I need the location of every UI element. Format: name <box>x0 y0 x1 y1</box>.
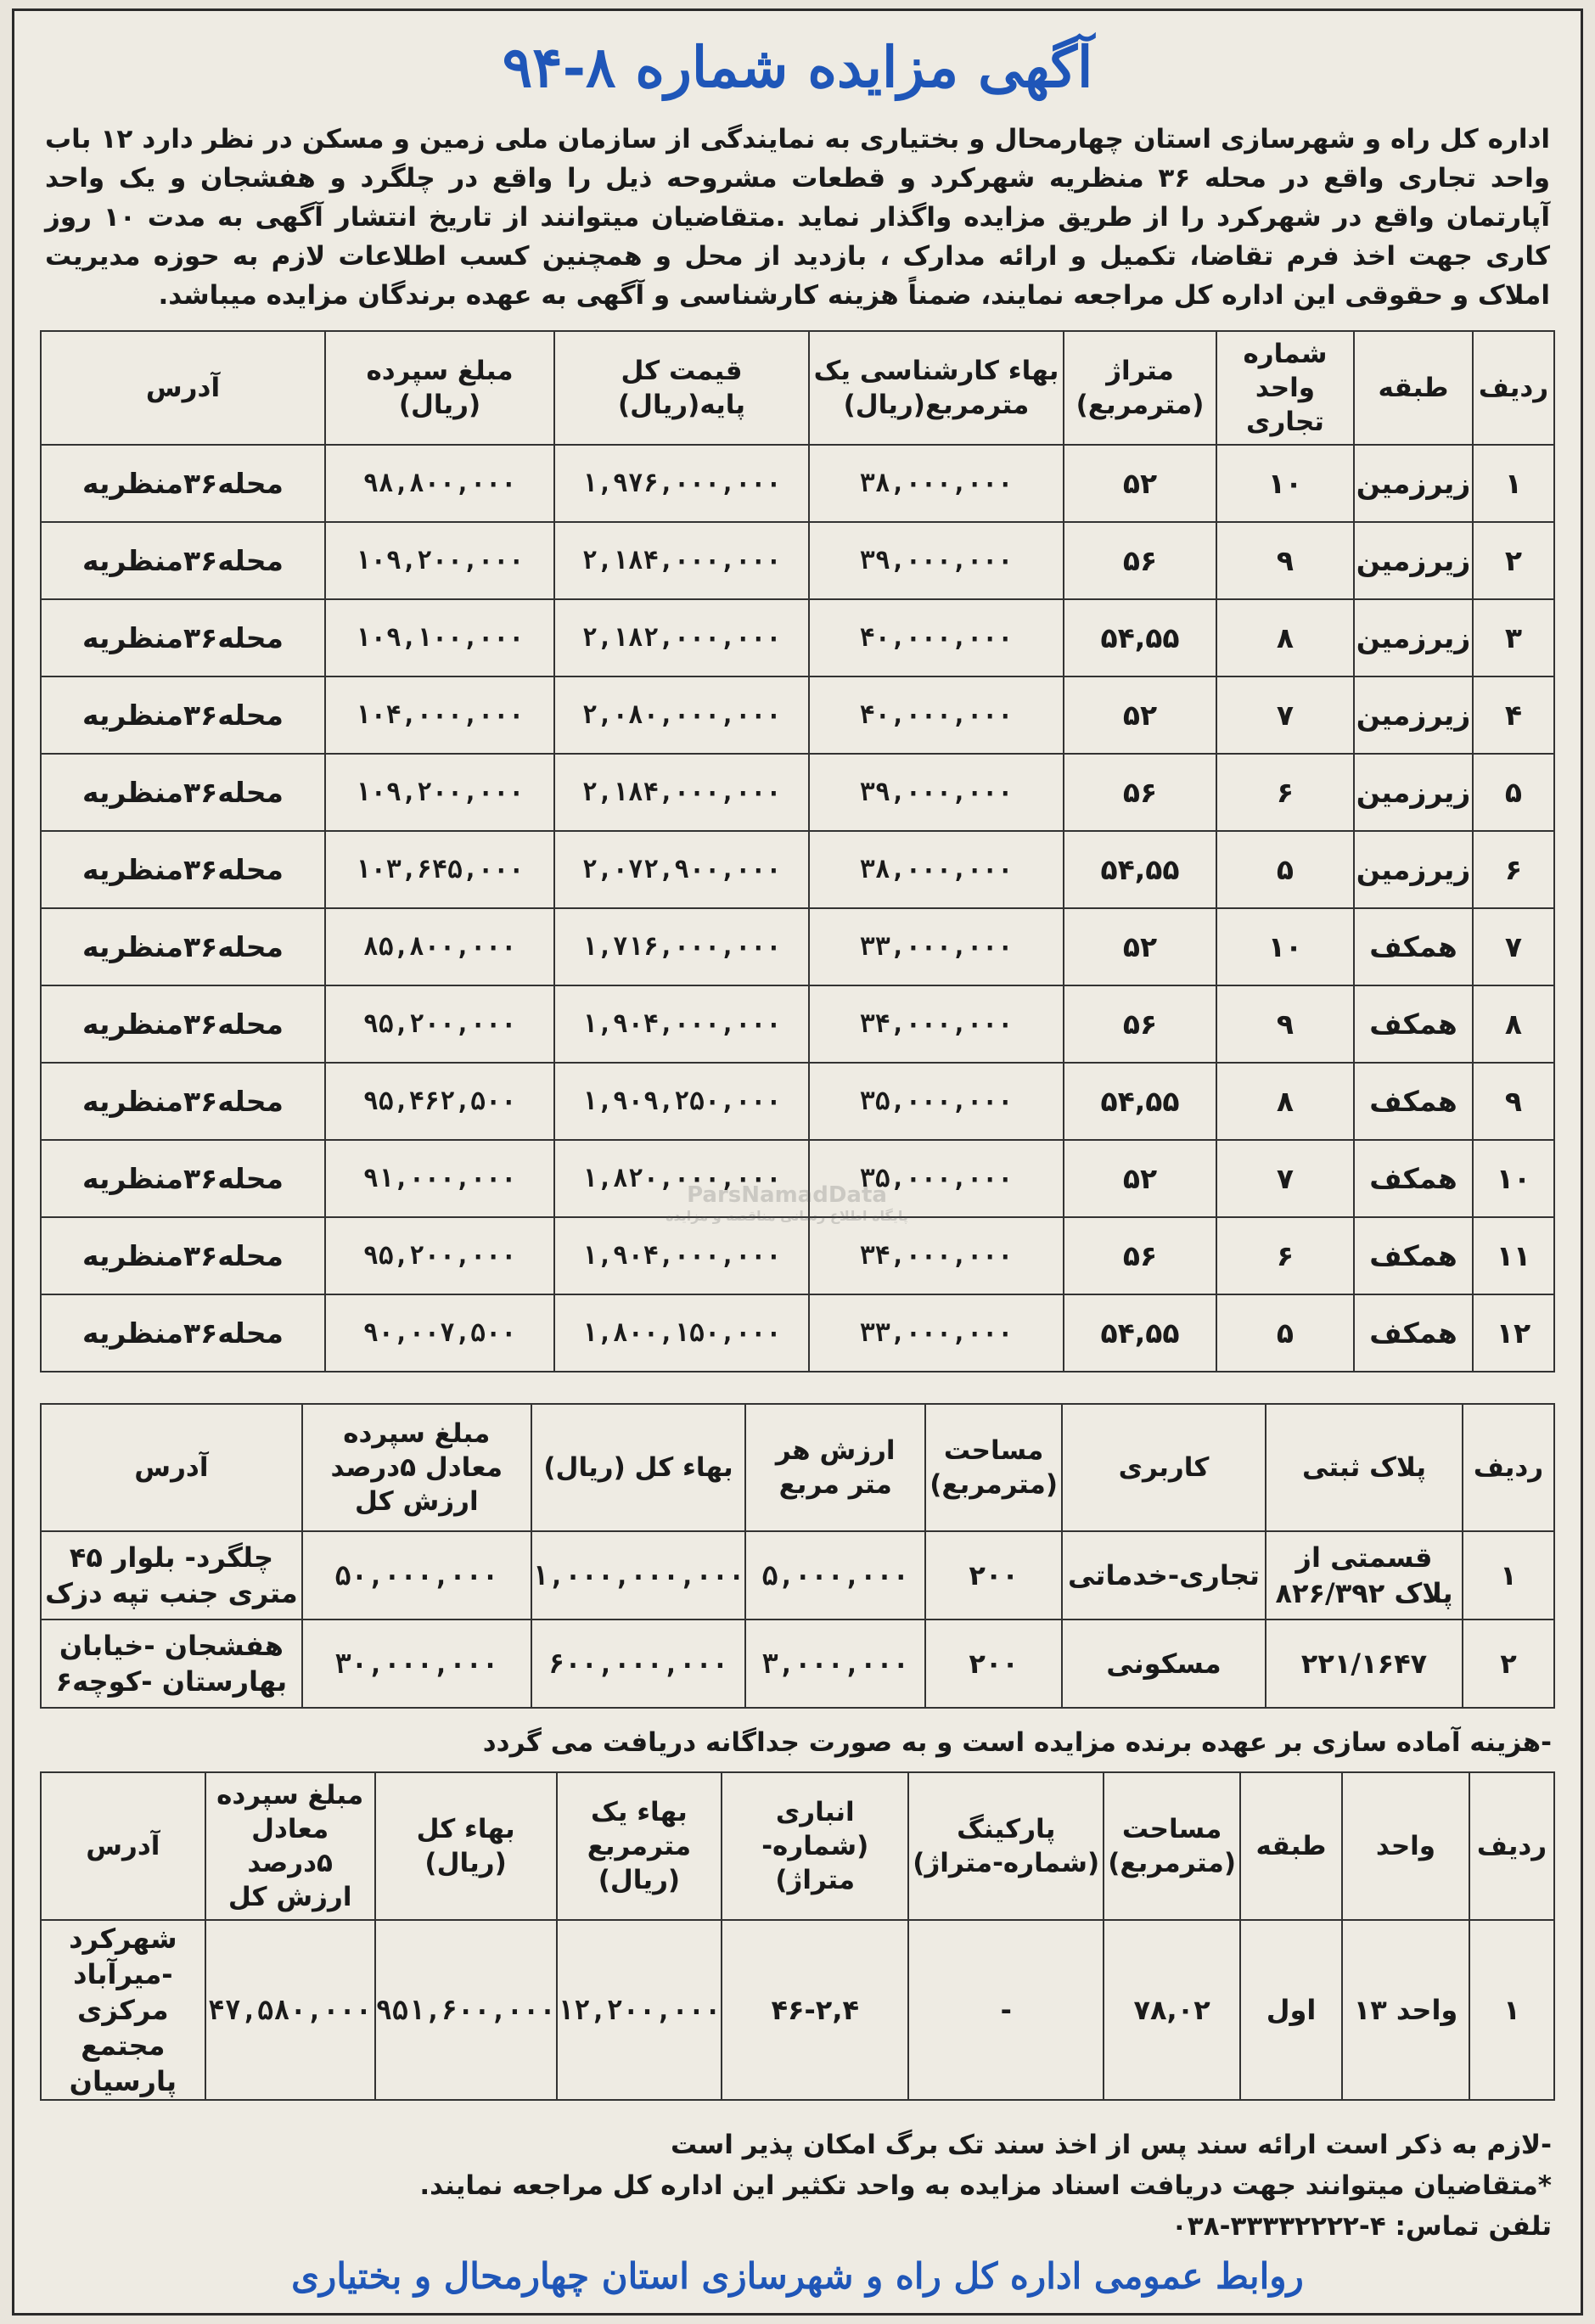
table-cell: ۱۰ <box>1216 908 1354 985</box>
auction-notice <box>12 8 1583 2316</box>
table-cell: ۲,۱۸۲,۰۰۰,۰۰۰ <box>554 599 809 676</box>
table-cell: ۹۰,۰۰۷,۵۰۰ <box>325 1294 554 1372</box>
table-cell: ۸ <box>1216 1063 1354 1140</box>
table-cell: ۴۷,۵۸۰,۰۰۰ <box>205 1920 375 2100</box>
col-row: ردیف <box>1463 1404 1554 1531</box>
table-cell: ۶ <box>1473 831 1554 908</box>
apartment-table <box>40 1771 1555 2101</box>
table-cell: ۹ <box>1473 1063 1554 1140</box>
table-cell: محله۳۶منظریه <box>41 445 325 522</box>
table-cell: ۲,۰۷۲,۹۰۰,۰۰۰ <box>554 831 809 908</box>
table-cell: ۲,۱۸۴,۰۰۰,۰۰۰ <box>554 754 809 831</box>
table-cell: ۲ <box>1473 522 1554 599</box>
table-cell: تجاری-خدماتی <box>1062 1531 1266 1620</box>
table-header-row <box>41 1404 1554 1531</box>
col-price-per-meter: ارزش هر متر مربع <box>745 1404 925 1531</box>
col-row: ردیف <box>1469 1772 1554 1920</box>
contact-phone <box>40 2206 1552 2247</box>
table-row <box>41 908 1554 985</box>
table-cell: ۳۹,۰۰۰,۰۰۰ <box>809 522 1064 599</box>
table-cell: ۸ <box>1216 599 1354 676</box>
preparation-cost-note: -هزینه آماده سازی بر عهده برنده مزایده است و به صورت جداگانه دریافت می گردد <box>482 1727 1552 1758</box>
watermark-name: ParsNamadData <box>687 1182 887 1208</box>
table-cell: ۵۶ <box>1064 1217 1216 1294</box>
table-cell: ۵۴,۵۵ <box>1064 599 1216 676</box>
table-cell: ۱,۰۰۰,۰۰۰,۰۰۰ <box>531 1531 745 1620</box>
table-cell: محله۳۶منظریه <box>41 522 325 599</box>
table-cell: اول <box>1240 1920 1342 2100</box>
table-cell: ۵۲ <box>1064 908 1216 985</box>
table-cell: ۹۵,۴۶۲,۵۰۰ <box>325 1063 554 1140</box>
table-cell: ۵۶ <box>1064 522 1216 599</box>
col-usage: کاربری <box>1062 1404 1266 1531</box>
table-cell: محله۳۶منظریه <box>41 908 325 985</box>
table-cell: ۳ <box>1473 599 1554 676</box>
table-cell: ۹ <box>1216 985 1354 1063</box>
table-cell: محله۳۶منظریه <box>41 985 325 1063</box>
table-cell: ۳۴,۰۰۰,۰۰۰ <box>809 1217 1064 1294</box>
table-row <box>41 599 1554 676</box>
col-unit: واحد <box>1342 1772 1469 1920</box>
table-cell: ۹۱,۰۰۰,۰۰۰ <box>325 1140 554 1217</box>
table-cell: ۵۲ <box>1064 445 1216 522</box>
document-note: -لازم به ذکر است ارائه سند پس از اخذ سند تک برگ امکان پذیر است <box>670 2130 1552 2160</box>
watermark <box>660 1106 914 1259</box>
table-cell: ۱ <box>1473 445 1554 522</box>
table-cell: ۵۲ <box>1064 1140 1216 1217</box>
col-unit-price: بهاء کارشناسی یک مترمربع(ریال) <box>809 331 1064 445</box>
table-cell: ۲۰۰ <box>925 1531 1062 1620</box>
table-cell: شهرکرد -میرآباد مرکزی مجتمع پارسیان <box>41 1920 205 2100</box>
col-deposit: مبلغ سپرده معادل ۵درصد ارزش کل <box>302 1404 531 1531</box>
table-cell: زیرزمین <box>1354 676 1473 754</box>
col-total-price: بهاء کل (ریال) <box>531 1404 745 1531</box>
table-cell: ۵۶ <box>1064 985 1216 1063</box>
col-floor: طبقه <box>1240 1772 1342 1920</box>
table-cell: ۳,۰۰۰,۰۰۰ <box>745 1620 925 1708</box>
table-cell: ۱,۸۰۰,۱۵۰,۰۰۰ <box>554 1294 809 1372</box>
table-row <box>41 985 1554 1063</box>
table-cell: ۲۲۱/۱۶۴۷ <box>1266 1620 1463 1708</box>
table-cell: ۴ <box>1473 676 1554 754</box>
table-cell: ۱,۷۱۶,۰۰۰,۰۰۰ <box>554 908 809 985</box>
table-cell: ۳۳,۰۰۰,۰۰۰ <box>809 1294 1064 1372</box>
table-row <box>41 1294 1554 1372</box>
table-cell: قسمتی از پلاک ۸۲۶/۳۹۲ <box>1266 1531 1463 1620</box>
public-relations-signature: روابط عمومی اداره کل راه و شهرسازی استان چهارمحال و بختیاری <box>291 2255 1304 2297</box>
table-cell: ۱۰۹,۲۰۰,۰۰۰ <box>325 522 554 599</box>
phone-number: ۰۳۸-۳۳۳۳۲۲۲۲-۴ <box>1171 2211 1386 2242</box>
table-cell: ۸ <box>1473 985 1554 1063</box>
table-cell: ۶ <box>1216 1217 1354 1294</box>
table-cell: ۹۵۱,۶۰۰,۰۰۰ <box>375 1920 557 2100</box>
notice-title: آگهی مزایده شماره ۸-۹۴ <box>502 34 1093 100</box>
table-cell: ۱۲ <box>1473 1294 1554 1372</box>
table-cell: ۱۱ <box>1473 1217 1554 1294</box>
table-cell: ۱,۸۲۰,۰۰۰,۰۰۰ <box>554 1140 809 1217</box>
col-row: ردیف <box>1473 331 1554 445</box>
table-row <box>41 1920 1554 2100</box>
phone-label: تلفن تماس: <box>1395 2211 1552 2242</box>
table-cell: ۱۰ <box>1216 445 1354 522</box>
table-cell: ۹۵,۲۰۰,۰۰۰ <box>325 1217 554 1294</box>
footer-notes <box>40 2125 1555 2247</box>
table-cell: همکف <box>1354 1063 1473 1140</box>
col-unit-number: شماره واحد تجاری <box>1216 331 1354 445</box>
col-parking: پارکینگ (شماره-متراژ) <box>908 1772 1104 1920</box>
table-cell: ۱ <box>1463 1531 1554 1620</box>
table-cell: ۲,۱۸۴,۰۰۰,۰۰۰ <box>554 522 809 599</box>
table-cell: محله۳۶منظریه <box>41 1294 325 1372</box>
col-deposit: مبلغ سپرده (ریال) <box>325 331 554 445</box>
intro-paragraph: اداره کل راه و شهرسازی استان چهارمحال و بختیاری به نمایندگی از سازمان ملی زمین و مسکن در نظر دارد ۱۲ باب واحد تجاری واقع در محله ۳۶ منظریه شهرکرد و قطعات مشروحه ذیل را واقع در چلگرد و هفشجان و یک واحد آپارتمان واقع در شهرکرد را از طریق مزایده واگذار نماید .متقاضیان میتوانند از تاریخ انتشار آگهی به مدت ۱۰ روز کاری جهت اخذ فرم تقاضا، تکمیل و ارائه مدارک ، بازدید از محل و همچنین کسب اطلاعات لازم به حوزه مدیریت املاک و حقوقی این اداره کل مراجعه نمایند، ضمناً هزینه کارشناسی و آگهی به عهده برندگان مزایده میباشد. <box>45 124 1550 311</box>
table-cell: چلگرد- بلوار ۴۵ متری جنب تپه دزک <box>41 1531 302 1620</box>
col-total-price: بهاء کل (ریال) <box>375 1772 557 1920</box>
table-cell: همکف <box>1354 1140 1473 1217</box>
table-cell: محله۳۶منظریه <box>41 599 325 676</box>
table-cell: ۷۸,۰۲ <box>1104 1920 1240 2100</box>
table-cell: ۳۵,۰۰۰,۰۰۰ <box>809 1063 1064 1140</box>
col-address: آدرس <box>41 1772 205 1920</box>
table-cell: - <box>908 1920 1104 2100</box>
table-cell: ۳۳,۰۰۰,۰۰۰ <box>809 908 1064 985</box>
table-cell: ۴۰,۰۰۰,۰۰۰ <box>809 599 1064 676</box>
land-plots-table <box>40 1403 1555 1709</box>
table-cell: ۲۰۰ <box>925 1620 1062 1708</box>
table-cell: زیرزمین <box>1354 754 1473 831</box>
table-cell: ۵۶ <box>1064 754 1216 831</box>
table-cell: ۷ <box>1216 1140 1354 1217</box>
col-unit-price: بهاء یک مترمربع (ریال) <box>557 1772 722 1920</box>
table-row <box>41 754 1554 831</box>
table-cell: محله۳۶منظریه <box>41 831 325 908</box>
table-cell: ۷ <box>1473 908 1554 985</box>
col-area: مساحت (مترمربع) <box>1104 1772 1240 1920</box>
table-cell: ۵۴,۵۵ <box>1064 1294 1216 1372</box>
col-address: آدرس <box>41 1404 302 1531</box>
table-cell: ۱۰۴,۰۰۰,۰۰۰ <box>325 676 554 754</box>
table-cell: ۹۸,۸۰۰,۰۰۰ <box>325 445 554 522</box>
table-cell: ۵ <box>1473 754 1554 831</box>
table-cell: ۱,۹۰۴,۰۰۰,۰۰۰ <box>554 985 809 1063</box>
table-cell: محله۳۶منظریه <box>41 1063 325 1140</box>
table-cell: ۳۸,۰۰۰,۰۰۰ <box>809 445 1064 522</box>
table-row <box>41 831 1554 908</box>
table-row <box>41 676 1554 754</box>
table-cell: واحد ۱۳ <box>1342 1920 1469 2100</box>
table-cell: همکف <box>1354 985 1473 1063</box>
table-cell: ۱,۹۰۹,۲۵۰,۰۰۰ <box>554 1063 809 1140</box>
table-row <box>41 1531 1554 1620</box>
col-floor: طبقه <box>1354 331 1473 445</box>
table-cell: ۱,۹۰۴,۰۰۰,۰۰۰ <box>554 1217 809 1294</box>
table-cell: هفشجان -خیابان بهارستان -کوچه۶ <box>41 1620 302 1708</box>
table-cell: ۴۰,۰۰۰,۰۰۰ <box>809 676 1064 754</box>
table-cell: زیرزمین <box>1354 445 1473 522</box>
table-cell: ۱ <box>1469 1920 1554 2100</box>
col-registry-plate: پلاک ثبتی <box>1266 1404 1463 1531</box>
table-cell: ۳۸,۰۰۰,۰۰۰ <box>809 831 1064 908</box>
col-area: مساحت (مترمربع) <box>925 1404 1062 1531</box>
table-cell: ۵,۰۰۰,۰۰۰ <box>745 1531 925 1620</box>
copy-unit-note: *متقاضیان میتوانند جهت دریافت اسناد مزایده به واحد تکثیر این اداره کل مراجعه نمایند. <box>419 2170 1552 2201</box>
table-cell: ۵۴,۵۵ <box>1064 1063 1216 1140</box>
table-cell: ۳۴,۰۰۰,۰۰۰ <box>809 985 1064 1063</box>
table-cell: همکف <box>1354 908 1473 985</box>
table-cell: محله۳۶منظریه <box>41 1217 325 1294</box>
table-row <box>41 522 1554 599</box>
col-storage: انباری (شماره-متراژ) <box>722 1772 908 1920</box>
table-cell: ۱۰۳,۶۴۵,۰۰۰ <box>325 831 554 908</box>
table-cell: ۱۰ <box>1473 1140 1554 1217</box>
table-row <box>41 445 1554 522</box>
table-cell: ۱۰۹,۲۰۰,۰۰۰ <box>325 754 554 831</box>
table-cell: ۹۵,۲۰۰,۰۰۰ <box>325 985 554 1063</box>
table-cell: ۳۹,۰۰۰,۰۰۰ <box>809 754 1064 831</box>
table-cell: ۳۰,۰۰۰,۰۰۰ <box>302 1620 531 1708</box>
table-cell: ۵ <box>1216 831 1354 908</box>
table-cell: ۵۰,۰۰۰,۰۰۰ <box>302 1531 531 1620</box>
table-cell: ۶ <box>1216 754 1354 831</box>
table-cell: همکف <box>1354 1217 1473 1294</box>
table-cell: ۸۵,۸۰۰,۰۰۰ <box>325 908 554 985</box>
table-cell: مسکونی <box>1062 1620 1266 1708</box>
table-cell: ۱۰۹,۱۰۰,۰۰۰ <box>325 599 554 676</box>
table-cell: ۵۲ <box>1064 676 1216 754</box>
table-cell: ۴۶-۲,۴ <box>722 1920 908 2100</box>
table-cell: محله۳۶منظریه <box>41 754 325 831</box>
table-cell: ۷ <box>1216 676 1354 754</box>
table-cell: محله۳۶منظریه <box>41 676 325 754</box>
table-cell: ۶۰۰,۰۰۰,۰۰۰ <box>531 1620 745 1708</box>
table-cell: ۵۴,۵۵ <box>1064 831 1216 908</box>
table-cell: ۹ <box>1216 522 1354 599</box>
table-cell: ۳۵,۰۰۰,۰۰۰ <box>809 1140 1064 1217</box>
table-header-row <box>41 331 1554 445</box>
col-deposit: مبلغ سپرده معادل ۵درصد ارزش کل <box>205 1772 375 1920</box>
table-cell: ۲ <box>1463 1620 1554 1708</box>
table-cell: ۲,۰۸۰,۰۰۰,۰۰۰ <box>554 676 809 754</box>
watermark-subtitle: پایگاه اطلاع رسانی مناقصه و مزایده <box>666 1208 908 1224</box>
table-cell: زیرزمین <box>1354 831 1473 908</box>
col-address: آدرس <box>41 331 325 445</box>
table-cell: زیرزمین <box>1354 599 1473 676</box>
table-row <box>41 1620 1554 1708</box>
table-cell: ۵ <box>1216 1294 1354 1372</box>
table-cell: محله۳۶منظریه <box>41 1140 325 1217</box>
table-cell: ۱,۹۷۶,۰۰۰,۰۰۰ <box>554 445 809 522</box>
table-cell: زیرزمین <box>1354 522 1473 599</box>
table-cell: ۱۲,۲۰۰,۰۰۰ <box>557 1920 722 2100</box>
table-cell: همکف <box>1354 1294 1473 1372</box>
col-area: متراژ (مترمربع) <box>1064 331 1216 445</box>
table-header-row <box>41 1772 1554 1920</box>
col-base-price: قیمت کل پایه(ریال) <box>554 331 809 445</box>
